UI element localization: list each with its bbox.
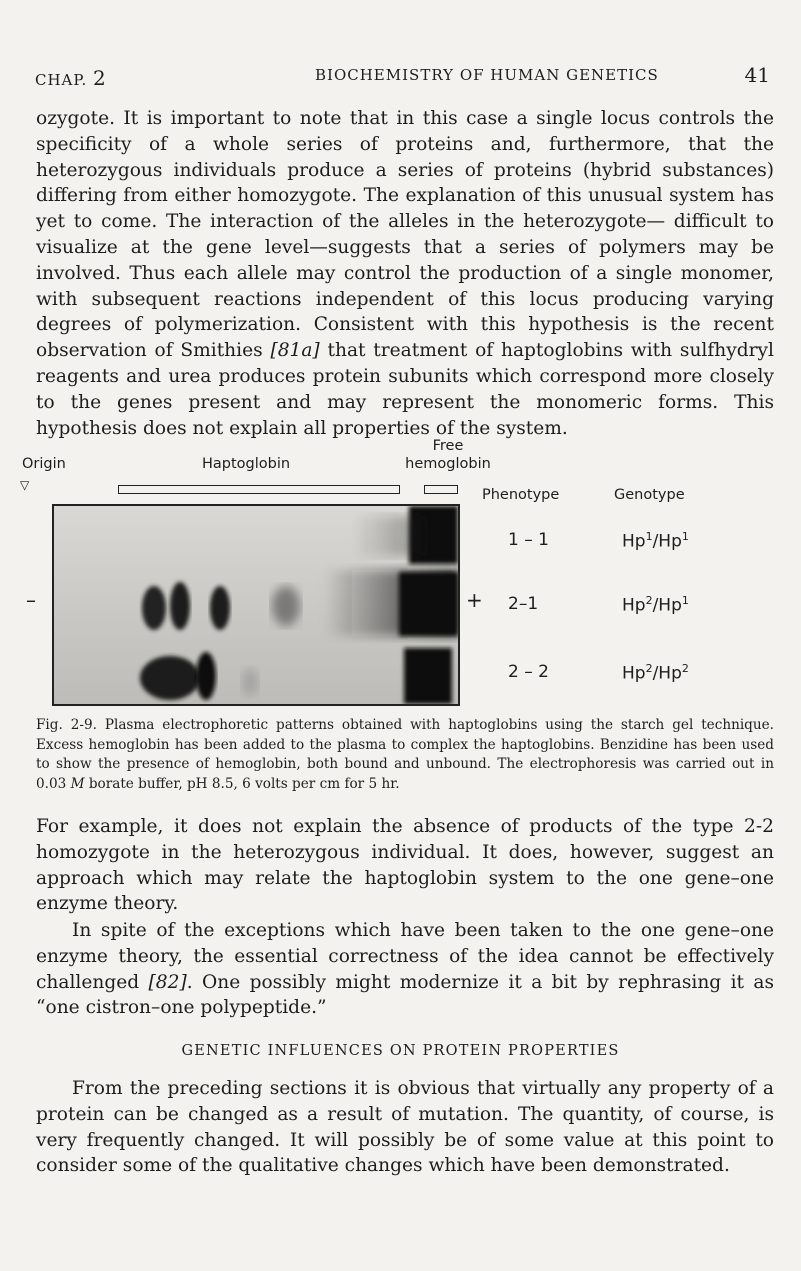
gel-bands [54, 506, 458, 704]
band-row2-c [210, 586, 230, 630]
band-row2-a [142, 586, 166, 630]
band-row2-hemoglobin [399, 572, 458, 636]
genotype-row-3: Hp$^2$/Hp$^2$ [622, 662, 689, 684]
band-row3-hemoglobin [404, 648, 452, 704]
running-header [35, 63, 770, 92]
minus-pole-label: – [26, 588, 36, 612]
origin-label: Origin [22, 456, 66, 472]
band-row3-c [242, 668, 258, 696]
section-heading: GENETIC INFLUENCES ON PROTEIN PROPERTIES [181, 1043, 620, 1059]
paragraph-4: From the preceding sections it is obvious that virtually any property of a protein can be changed as a result of mutation. The quantity, of course, is very frequently changed. It will possibly be of some value at this point to consider some of the qualitative changes which have been demonstrated. [36, 1078, 774, 1177]
citation-82: [82] [148, 971, 187, 993]
phenotype-row-3: 2 – 2 [508, 662, 549, 682]
haptoglobin-label: Haptoglobin [202, 456, 291, 472]
band-row3-b [196, 652, 216, 700]
chapter-label: CHAP. 2 [35, 66, 106, 90]
running-title: BIOCHEMISTRY OF HUMAN GENETICS [315, 66, 659, 84]
page-number: 41 [744, 63, 770, 87]
origin-marker-icon: ▽ [20, 478, 30, 492]
genotype-header: Genotype [614, 487, 685, 503]
paragraph-1: ozygote. It is important to note that in this case a single locus controls the specificity of a whole series of proteins and, furthermore, that the heterozygous individuals produce a series of proteins (hybrid substances) differing from either homozygote. The explanation of this unusual system has yet to come. The interaction of the alleles in the heterozygote— difficult to visualize at the gene level—suggests that a series of polymers may be involved. Thus each allele may control the production of a single monomer, with subsequent reactions independent of this locus producing varying degrees of polymerization. Consistent with this hypothesis is the recent observation of Smithies [81a] that treatment of haptoglobins with sulfhydryl reagents and urea produces protein subunits which correspond more closely to the genes present and may represent the monomeric forms. This hypothesis does not explain all properties of the system. [36, 108, 774, 439]
paragraph-3: In spite of the exceptions which have been taken to the one gene–one enzyme theory, the essential correctness of the idea cannot be effectively challenged [82]. One possibly might modernize it a bit by rephrasing it as “one cistron–one polypeptide.” [36, 920, 774, 1019]
genotype-row-1: Hp$^1$/Hp$^1$ [622, 530, 689, 552]
band-row1-smear [354, 516, 424, 556]
phenotype-header: Phenotype [482, 487, 560, 503]
free-hemoglobin-range-bar [424, 485, 458, 494]
citation-81a: [81a] [270, 340, 320, 362]
band-row2-b [170, 582, 190, 630]
band-row3-a [140, 656, 200, 700]
phenotype-row-2: 2–1 [508, 594, 539, 614]
haptoglobin-range-bar [118, 485, 400, 494]
band-row2-d [272, 586, 300, 626]
genotype-row-2: Hp$^2$/Hp$^1$ [622, 594, 689, 616]
free-hemoglobin-label: Free hemoglobin [405, 438, 491, 472]
paragraph-2: For example, it does not explain the absence of products of the type 2-2 homozygote in the heterozygous individual. It does, however, suggest an approach which may relate the haptoglobin system to the one gene–one enzyme theory. [36, 816, 774, 915]
plus-pole-label: + [466, 588, 483, 612]
phenotype-row-1: 1 – 1 [508, 530, 549, 550]
figure-caption: Fig. 2-9. Plasma electrophoretic patterns obtained with haptoglobins using the starch gel technique. Excess hemoglobin has been added to the plasma to complex the haptoglobins. Benzidine has been used to show the presence of hemoglobin, both bound and unbound. The electrophoresis was carried out in 0.03 M borate buffer, pH 8.5, 6 volts per cm for 5 hr. [36, 717, 775, 792]
figure-number: Fig. 2-9. [36, 717, 97, 733]
electrophoresis-gel-image [52, 504, 460, 706]
